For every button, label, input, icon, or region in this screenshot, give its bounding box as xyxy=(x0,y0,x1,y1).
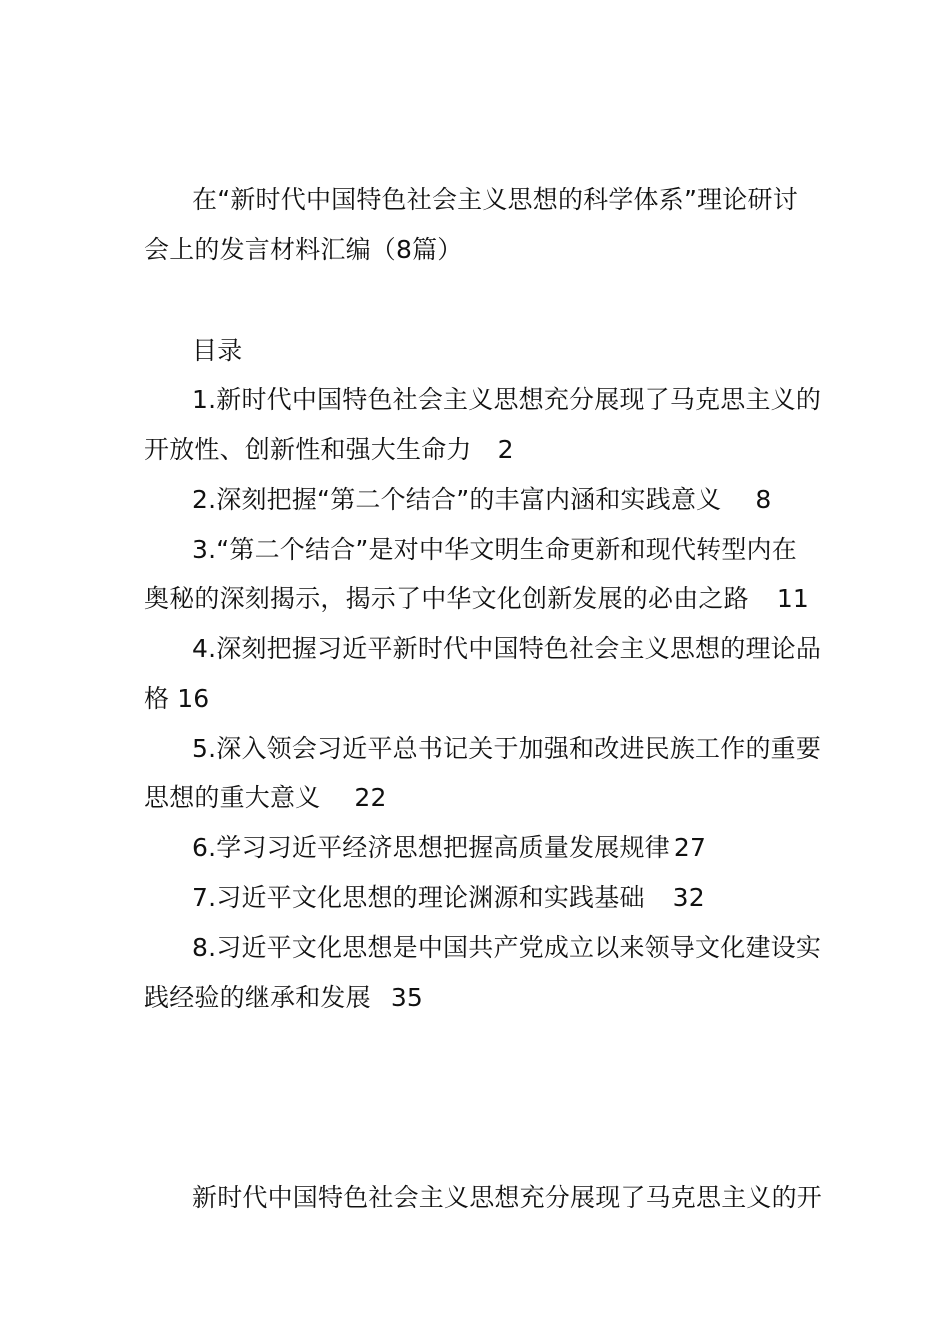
toc-item-2-line-1[interactable] xyxy=(192,485,771,515)
toc-item-3-line-1[interactable]: 3.“第二个结合”是对中华文明生命更新和现代转型内在 xyxy=(192,535,797,564)
toc-heading: 目录 xyxy=(192,336,243,365)
toc-item-4-text: 格 xyxy=(144,684,170,713)
toc-item-8-line-1[interactable]: 8.习近平文化思想是中国共产党成立以来领导文化建设实 xyxy=(192,933,822,962)
section-title-start: 新时代中国特色社会主义思想充分展现了马克思主义的开 xyxy=(192,1183,823,1212)
toc-item-5-text: 思想的重大意义 xyxy=(144,783,321,812)
toc-item-2-text: 2.深刻把握“第二个结合”的丰富内涵和实践意义 xyxy=(192,485,722,514)
toc-item-1-line-1[interactable]: 1.新时代中国特色社会主义思想充分展现了马克思主义的 xyxy=(192,385,822,414)
toc-item-3-page: 11 xyxy=(776,584,810,613)
toc-item-1-page: 2 xyxy=(497,435,514,464)
toc-item-5-page: 22 xyxy=(354,783,387,812)
toc-item-7-line-1[interactable] xyxy=(192,883,705,913)
toc-item-8-text: 践经验的继承和发展 xyxy=(144,983,371,1012)
toc-item-4-line-1[interactable]: 4.深刻把握习近平新时代中国特色社会主义思想的理论品 xyxy=(192,634,822,663)
toc-item-6-text: 6.学习习近平经济思想把握高质量发展规律 xyxy=(192,833,670,862)
toc-item-5-line-2[interactable] xyxy=(144,783,387,813)
toc-item-2-page: 8 xyxy=(755,485,772,514)
toc-item-3-line-2[interactable] xyxy=(144,584,809,614)
toc-item-3-text: 奥秘的深刻揭示，揭示了中华文化创新发展的必由之路 xyxy=(144,584,749,613)
toc-item-6-page: 27 xyxy=(673,833,707,862)
toc-item-8-line-2[interactable] xyxy=(144,983,423,1013)
toc-item-7-page: 32 xyxy=(672,883,705,912)
document-title-line-1: 在“新时代中国特色社会主义思想的科学体系”理论研讨 xyxy=(192,185,798,214)
toc-item-4-page: 16 xyxy=(177,684,210,713)
toc-item-8-page: 35 xyxy=(390,983,424,1012)
toc-item-5-line-1[interactable]: 5.深入领会习近平总书记关于加强和改进民族工作的重要 xyxy=(192,734,822,763)
toc-item-1-text: 开放性、创新性和强大生命力 xyxy=(144,435,472,464)
toc-item-1-line-2[interactable] xyxy=(144,435,514,465)
toc-item-4-line-2[interactable] xyxy=(144,684,209,714)
toc-item-7-text: 7.习近平文化思想的理论渊源和实践基础 xyxy=(192,883,645,912)
document-title-line-2: 会上的发言材料汇编（8篇） xyxy=(144,235,463,264)
toc-item-6-line-1[interactable] xyxy=(192,833,706,863)
